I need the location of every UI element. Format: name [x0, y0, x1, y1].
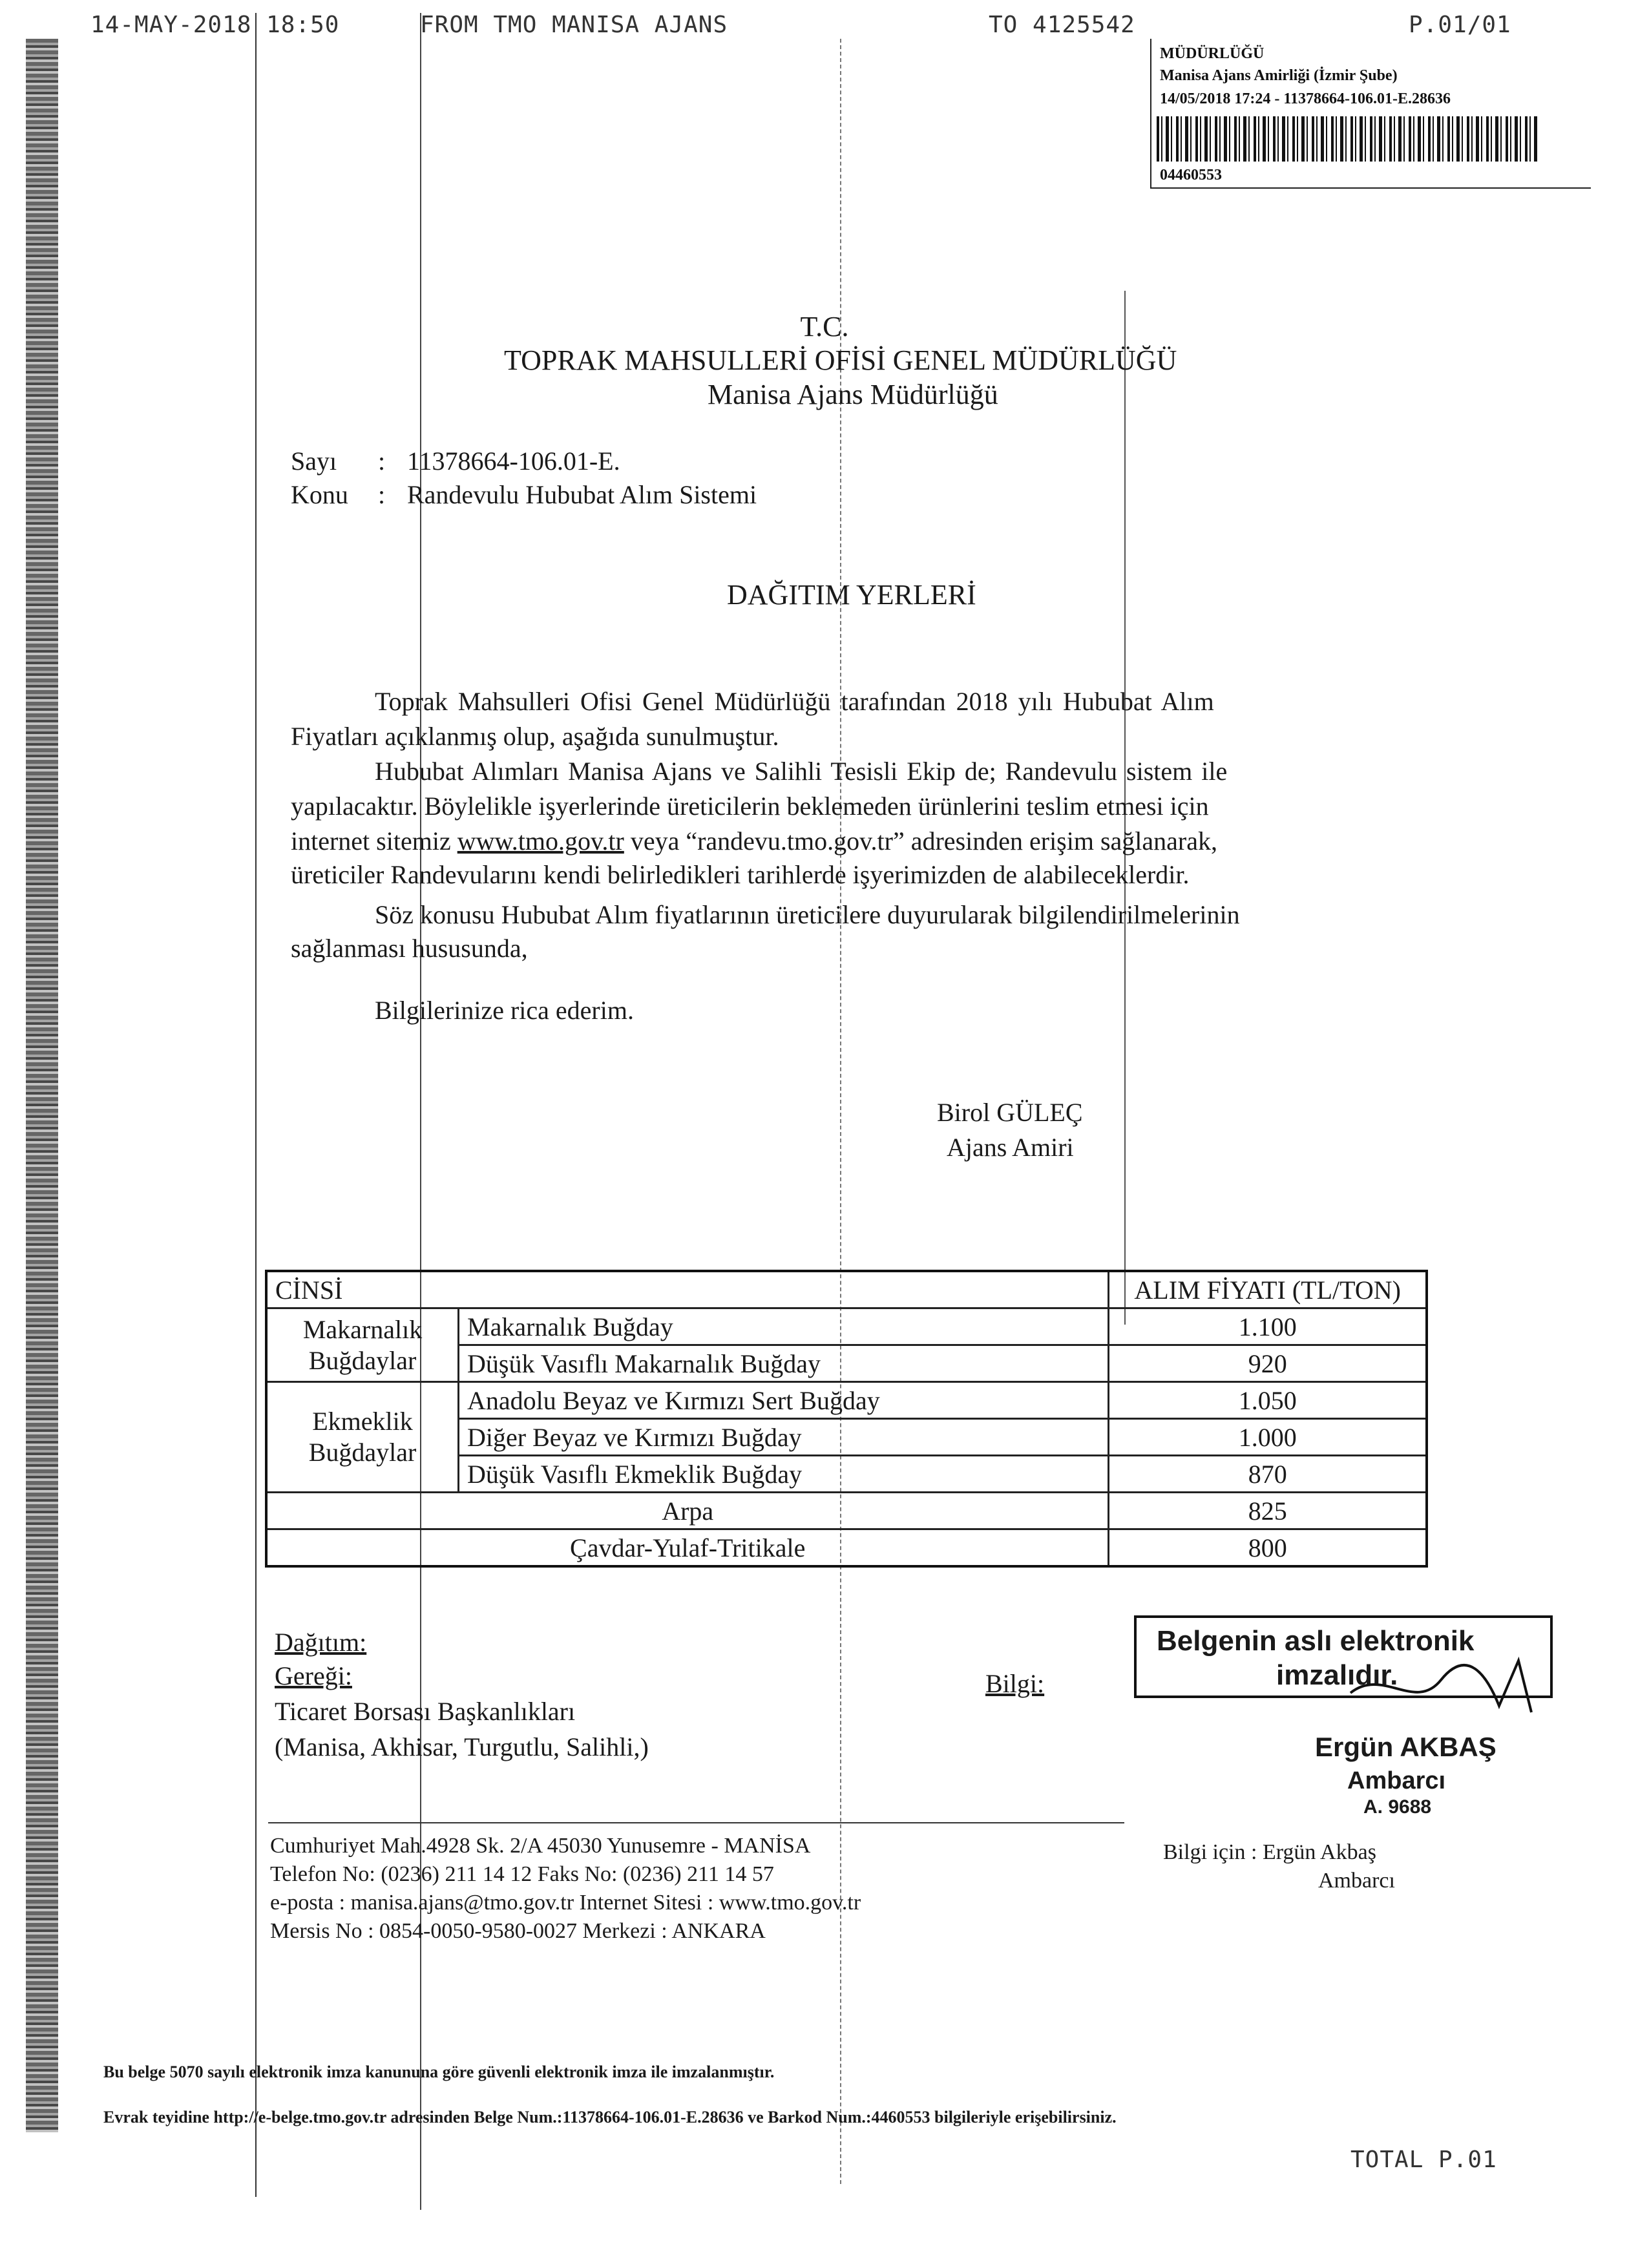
- bilgi-label: Bilgi:: [985, 1669, 1045, 1698]
- fax-fold-line: [255, 13, 257, 2197]
- scan-edge: [26, 39, 58, 2132]
- gereği-label: Gereği:: [275, 1661, 352, 1690]
- dept-title: Manisa Ajans Müdürlüğü: [708, 379, 998, 410]
- p2-line3-a: internet sitemiz: [291, 826, 457, 856]
- elec-signer: Ergün AKBAŞ: [1315, 1732, 1497, 1762]
- footer-address: Cumhuriyet Mah.4928 Sk. 2/A 45030 Yunusemre - MANİSA: [270, 1834, 811, 1858]
- col-price-header: ALIM FİYATI (TL/TON): [1134, 1275, 1401, 1305]
- p3-line1: Söz konusu Hububat Alım fiyatlarının üreticilere duyurularak bilgilendirilmelerinin: [375, 900, 1240, 929]
- row-price: 1.100: [1238, 1312, 1297, 1341]
- p2-line2: yapılacaktır. Böylelikle işyerlerinde üreticilerin beklemeden ürünlerini teslim etmesi için: [291, 792, 1209, 821]
- konu-colon: :: [378, 480, 386, 509]
- bottom-note-1: Bu belge 5070 sayılı elektronik imza kanununa göre güvenli elektronik imza ile imzalanmıştır.: [103, 2063, 775, 2081]
- table-row: [266, 1382, 1427, 1419]
- row-name: Arpa: [662, 1496, 714, 1526]
- row-price: 870: [1248, 1459, 1287, 1489]
- price-table: [265, 1270, 1428, 1568]
- row-name: Diğer Beyaz ve Kırmızı Buğday: [467, 1422, 802, 1452]
- footer-phone: Telefon No: (0236) 211 14 12 Faks No: (0236) 211 14 57: [270, 1862, 774, 1886]
- barcode: [1157, 116, 1538, 162]
- elec-code: A. 9688: [1363, 1796, 1432, 1818]
- table-row: [266, 1493, 1427, 1529]
- fax-total: TOTAL P.01: [1350, 2147, 1497, 2173]
- p1-line2: Fiyatları açıklanmış olup, aşağıda sunulmuştur.: [291, 722, 779, 751]
- row-name: Anadolu Beyaz ve Kırmızı Sert Buğday: [467, 1385, 880, 1415]
- p2-line3: [291, 826, 1217, 856]
- distribution-title: DAĞITIM YERLERİ: [727, 579, 976, 611]
- distribution-line2: (Manisa, Akhisar, Turgutlu, Salihli,): [275, 1732, 649, 1761]
- table-row: [266, 1308, 1427, 1345]
- footer-rule: [268, 1822, 1124, 1823]
- fax-from: FROM TMO MANISA AJANS: [420, 12, 728, 38]
- col-type-header: CİNSİ: [275, 1275, 343, 1305]
- elec-line2: imzalıdır.: [1276, 1659, 1398, 1691]
- distribution-line1: Ticaret Borsası Başkanlıkları: [275, 1697, 576, 1726]
- distribution-label: Dağıtım:: [275, 1628, 367, 1657]
- row-price: 800: [1248, 1533, 1287, 1562]
- stamp-barcode-number: 04460553: [1160, 167, 1222, 184]
- group-makarnalik: Makarnalık Buğdaylar: [302, 1314, 423, 1375]
- sayi-colon: :: [378, 446, 386, 476]
- signer-name: Birol GÜLEÇ: [937, 1098, 1083, 1127]
- row-name: Makarnalık Buğday: [467, 1312, 673, 1341]
- signature-scribble-icon: [1344, 1654, 1538, 1732]
- group-ekmeklik: Ekmeklik Buğdaylar: [308, 1407, 417, 1467]
- p2-line1: Hububat Alımları Manisa Ajans ve Salihli Tesisli Ekip de; Randevulu sistem ile: [375, 757, 1228, 786]
- row-price: 1.000: [1238, 1422, 1297, 1452]
- bottom-note-2: Evrak teyidine http://e-belge.tmo.gov.tr adresinden Belge Num.:11378664-106.01-E.28636 ve Barkod Num.:4460553 bilgileriyle erişebilirsiniz.: [103, 2108, 1117, 2126]
- tmo-link[interactable]: www.tmo.gov.tr: [457, 826, 624, 856]
- footer-info-role: Ambarcı: [1318, 1869, 1395, 1893]
- row-price: 1.050: [1238, 1385, 1297, 1415]
- table-row: [266, 1529, 1427, 1567]
- row-name: Düşük Vasıflı Makarnalık Buğday: [467, 1349, 821, 1378]
- footer-mersis: Mersis No : 0854-0050-9580-0027 Merkezi : ANKARA: [270, 1919, 766, 1943]
- stamp-unit: MÜDÜRLÜĞÜ: [1160, 45, 1265, 62]
- p2-line4: üreticiler Randevularını kendi belirledikleri tarihlerde işyerimizden de alabileceklerdir.: [291, 860, 1190, 889]
- elec-line1: Belgenin aslı elektronik: [1157, 1625, 1475, 1657]
- signer-title: Ajans Amiri: [947, 1133, 1074, 1162]
- konu-label: Konu: [291, 480, 348, 509]
- fax-page: P.01/01: [1409, 12, 1511, 38]
- p3-line2: sağlanması hususunda,: [291, 934, 528, 963]
- konu-value: Randevulu Hububat Alım Sistemi: [407, 480, 757, 509]
- sayi-label: Sayı: [291, 446, 337, 476]
- p2-line3-b: veya “randevu.tmo.gov.tr” adresinden erişim sağlanarak,: [624, 826, 1217, 856]
- fax-datetime: 14-MAY-2018 18:50: [90, 12, 340, 38]
- row-price: 825: [1248, 1496, 1287, 1526]
- stamp-office: Manisa Ajans Amirliği (İzmir Şube): [1160, 67, 1398, 84]
- p4-line: Bilgilerinize rica ederim.: [375, 996, 634, 1025]
- p1-line1: Toprak Mahsulleri Ofisi Genel Müdürlüğü tarafından 2018 yılı Hububat Alım: [375, 687, 1214, 716]
- fax-to: TO 4125542: [989, 12, 1135, 38]
- row-price: 920: [1248, 1349, 1287, 1378]
- elec-role: Ambarcı: [1347, 1767, 1446, 1794]
- org-title: TOPRAK MAHSULLERİ OFİSİ GENEL MÜDÜRLÜĞÜ: [504, 344, 1177, 376]
- sayi-value: 11378664-106.01-E.: [407, 446, 620, 476]
- table-header-row: [266, 1271, 1427, 1308]
- tc-label: T.C.: [800, 311, 849, 342]
- footer-info-contact: Bilgi için : Ergün Akbaş: [1163, 1840, 1376, 1864]
- stamp-ref: 14/05/2018 17:24 - 11378664-106.01-E.28636: [1160, 90, 1451, 107]
- row-name: Düşük Vasıflı Ekmeklik Buğday: [467, 1459, 803, 1489]
- footer-email: e-posta : manisa.ajans@tmo.gov.tr Internet Sitesi : www.tmo.gov.tr: [270, 1891, 861, 1915]
- row-name: Çavdar-Yulaf-Tritikale: [570, 1533, 806, 1562]
